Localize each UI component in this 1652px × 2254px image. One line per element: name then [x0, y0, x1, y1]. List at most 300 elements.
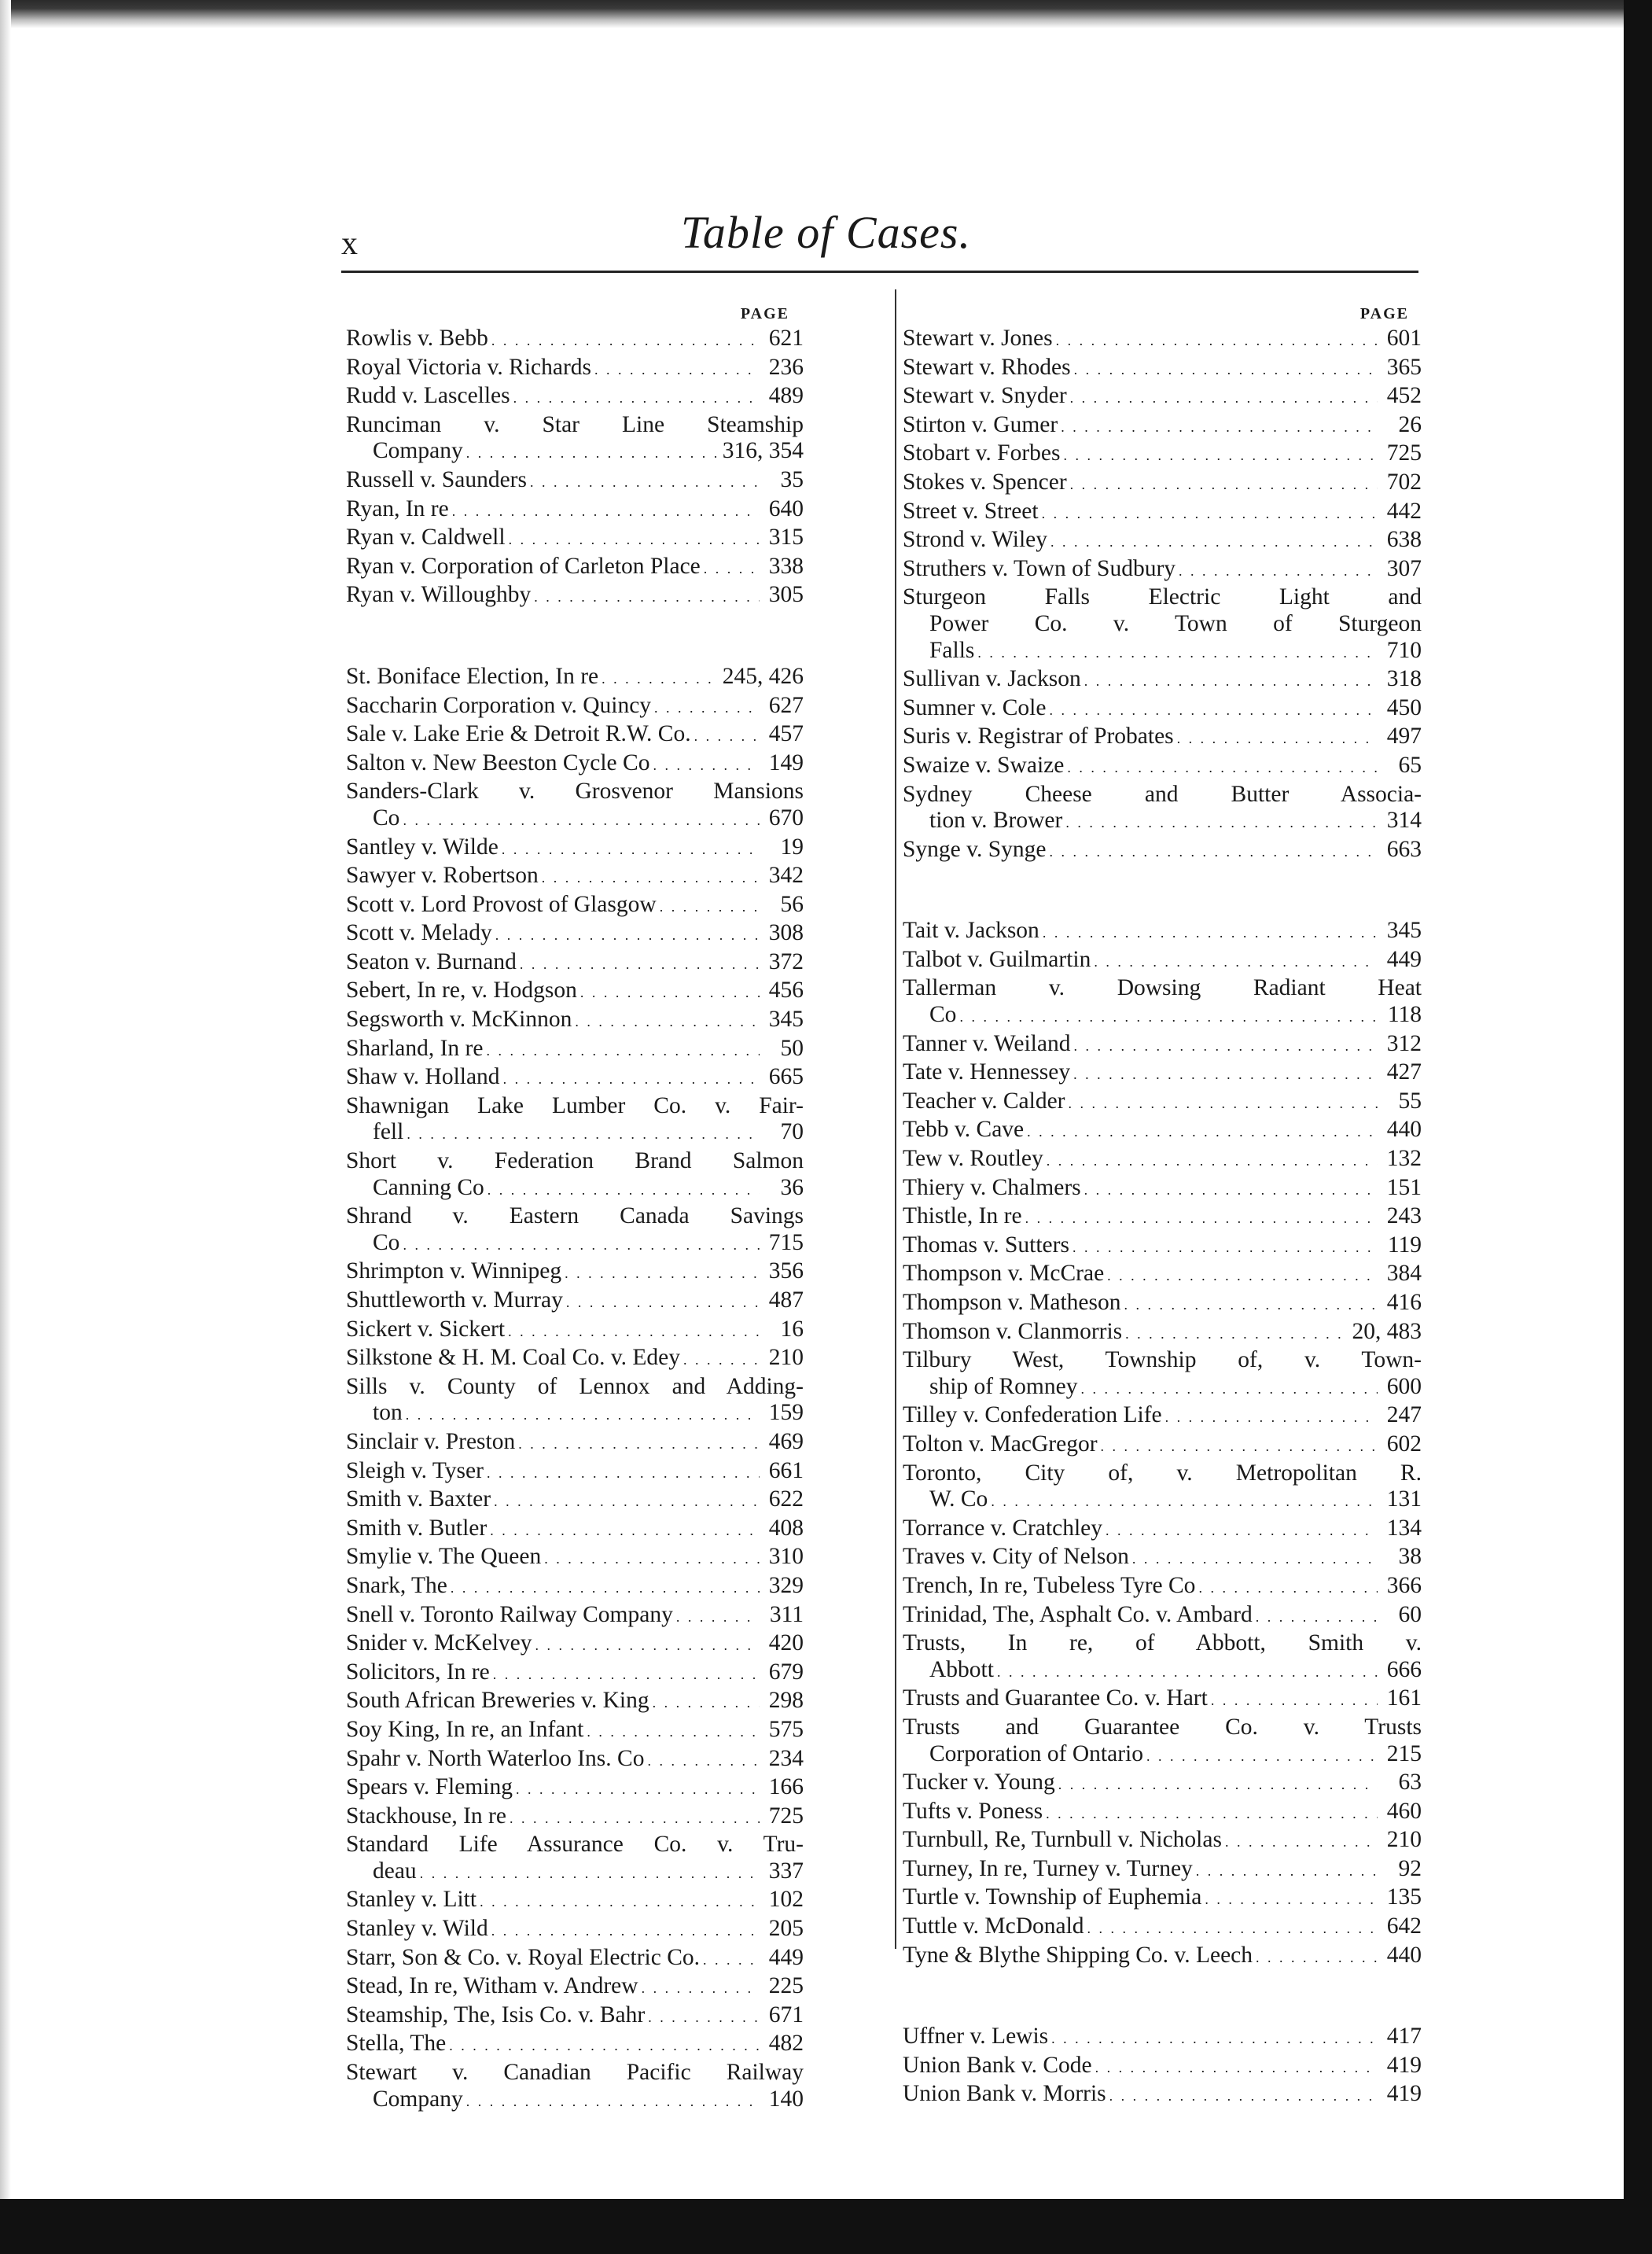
- case-name: Trench, In re, Tubeless Tyre Co: [903, 1572, 1196, 1598]
- page-number: 205: [768, 1916, 804, 1942]
- case-continuation: [346, 1119, 804, 1148]
- case-name: Snell v. Toronto Railway Company: [346, 1601, 673, 1627]
- case-entry: [346, 1573, 804, 1602]
- case-name: Sleigh v. Tyser: [346, 1457, 484, 1483]
- dot-leader: [1095, 2053, 1378, 2082]
- case-entry: [346, 750, 804, 779]
- dot-leader: [534, 582, 760, 611]
- dot-leader: [491, 1916, 760, 1945]
- case-name: Company: [373, 438, 463, 464]
- page-number: 298: [768, 1688, 804, 1714]
- right-column: [903, 302, 1422, 2110]
- case-entry: [346, 1774, 804, 1803]
- page-number: 345: [768, 1007, 804, 1033]
- case-continuation: [346, 1400, 804, 1429]
- case-name: Tait v. Jackson: [903, 918, 1039, 944]
- page-number: 245, 426: [722, 663, 804, 689]
- case-entry: [903, 782, 1422, 837]
- dot-leader: [653, 750, 760, 779]
- case-name: Stanley v. Wild: [346, 1916, 488, 1942]
- case-name: Tate v. Hennessey: [903, 1059, 1071, 1085]
- case-entry: [346, 721, 804, 750]
- page-number: 487: [768, 1287, 804, 1313]
- dot-leader: [1056, 326, 1378, 355]
- case-name: Soy King, In re, an Infant: [346, 1716, 584, 1742]
- left-page-header: PAGE: [740, 305, 789, 322]
- case-name: Tufts v. Poness: [903, 1798, 1043, 1824]
- page-number: 440: [1386, 1117, 1422, 1143]
- case-name: tion v. Brower: [929, 808, 1063, 834]
- page-number: 710: [1386, 637, 1422, 663]
- case-name: fell: [373, 1119, 404, 1145]
- dot-leader: [466, 438, 719, 467]
- page-number: 19: [780, 834, 804, 860]
- case-name-line: Trusts and Guarantee Co. v. Trusts: [903, 1714, 1422, 1740]
- case-entry: [903, 1516, 1422, 1545]
- dot-leader: [676, 1602, 760, 1631]
- case-name: Abbott: [929, 1656, 994, 1682]
- case-name: Swaize v. Swaize: [903, 752, 1065, 778]
- dot-leader: [1067, 753, 1378, 782]
- case-continuation: [903, 808, 1422, 837]
- dot-leader: [647, 1746, 760, 1775]
- case-name: Stackhouse, In re: [346, 1803, 506, 1829]
- case-name: Rudd v. Lascelles: [346, 383, 510, 409]
- page-number: 715: [768, 1229, 804, 1255]
- page-number: 679: [768, 1659, 804, 1685]
- case-entry: [903, 1319, 1422, 1348]
- case-entry: [346, 978, 804, 1007]
- dot-leader: [509, 525, 760, 554]
- page-number: 50: [780, 1035, 804, 1061]
- case-name: Shrimpton v. Winnipeg: [346, 1258, 562, 1284]
- dot-leader: [602, 664, 719, 693]
- scan-border-right: [1624, 0, 1652, 2254]
- case-entry: [903, 724, 1422, 753]
- page-number: 670: [768, 805, 804, 831]
- case-name: Tucker v. Young: [903, 1770, 1055, 1795]
- case-entry: [903, 1031, 1422, 1060]
- case-entry: [903, 1799, 1422, 1828]
- case-name-line: Shrand v. Eastern Canada Savings: [346, 1203, 804, 1229]
- page-number: 356: [768, 1258, 804, 1284]
- page-number: 627: [768, 692, 804, 718]
- dot-leader: [487, 1458, 760, 1487]
- dot-leader: [1101, 1431, 1378, 1460]
- page-number: 417: [1386, 2024, 1422, 2050]
- page-number: 329: [768, 1572, 804, 1598]
- case-name: Thistle, In re: [903, 1203, 1022, 1229]
- dot-leader: [518, 1429, 760, 1458]
- page-number: 134: [1386, 1515, 1422, 1541]
- page-number: 366: [1386, 1572, 1422, 1598]
- dot-leader: [1106, 1516, 1378, 1545]
- page-number: 60: [1398, 1601, 1422, 1627]
- case-name-line: Short v. Federation Brand Salmon: [346, 1148, 804, 1174]
- case-entry: [346, 1746, 804, 1775]
- dot-leader: [406, 1400, 760, 1429]
- case-entry: [903, 1770, 1422, 1799]
- page-number: 702: [1386, 469, 1422, 495]
- dot-leader: [654, 693, 760, 722]
- dot-leader: [480, 1887, 760, 1916]
- case-name: Street v. Street: [903, 498, 1039, 524]
- case-entry: [346, 1659, 804, 1689]
- case-name: Silkstone & H. M. Coal Co. v. Edey: [346, 1345, 681, 1371]
- case-name: Tebb v. Cave: [903, 1117, 1025, 1143]
- case-continuation: [903, 1486, 1422, 1516]
- dot-leader: [1256, 1602, 1378, 1631]
- dot-leader: [1146, 1741, 1378, 1770]
- case-entry: [346, 467, 804, 496]
- case-name: Santley v. Wilde: [346, 834, 499, 860]
- dot-leader: [530, 467, 760, 496]
- dot-leader: [653, 1688, 760, 1717]
- case-name: Snark, The: [346, 1572, 447, 1598]
- case-entry: [346, 1458, 804, 1487]
- case-name: Trusts and Guarantee Co. v. Hart: [903, 1685, 1208, 1711]
- case-name-line: Tallerman v. Dowsing Radiant Heat: [903, 975, 1422, 1001]
- page-number: 308: [768, 920, 804, 946]
- case-entry: [903, 2053, 1422, 2082]
- case-entry: [346, 693, 804, 722]
- dot-leader: [1050, 527, 1378, 556]
- case-entry: [346, 554, 804, 583]
- dot-leader: [1027, 1117, 1378, 1146]
- section-gap: [903, 865, 1422, 918]
- case-entry: [903, 1544, 1422, 1573]
- dot-leader: [1042, 499, 1378, 528]
- case-entry: [346, 1717, 804, 1746]
- case-entry: [903, 1460, 1422, 1516]
- case-name: Company: [373, 2086, 463, 2112]
- scan-border-top: [0, 0, 1652, 28]
- case-name: Solicitors, In re: [346, 1659, 490, 1685]
- case-entry: [903, 753, 1422, 782]
- case-entry: [346, 326, 804, 355]
- page-number: 63: [1398, 1770, 1422, 1795]
- dot-leader: [1063, 440, 1378, 470]
- case-entry: [346, 949, 804, 978]
- dot-leader: [544, 1544, 760, 1573]
- case-entry: [903, 837, 1422, 866]
- case-name: Ryan, In re: [346, 495, 449, 521]
- page-number: 440: [1386, 1942, 1422, 1968]
- dot-leader: [510, 1803, 760, 1832]
- dot-leader: [1070, 383, 1378, 412]
- case-name: Shaw v. Holland: [346, 1064, 500, 1090]
- case-entry: [903, 326, 1422, 355]
- case-entry: [903, 918, 1422, 947]
- case-continuation: [903, 1741, 1422, 1770]
- case-entry: [903, 1059, 1422, 1088]
- page-number: 427: [1386, 1059, 1422, 1085]
- dot-leader: [1058, 1770, 1378, 1799]
- case-name: Trinidad, The, Asphalt Co. v. Ambard: [903, 1601, 1253, 1627]
- page-number: 665: [768, 1064, 804, 1090]
- dot-leader: [1177, 724, 1378, 753]
- case-entry: [346, 1064, 804, 1093]
- dot-leader: [451, 1573, 760, 1602]
- page-number: 35: [780, 466, 804, 492]
- scan-border-bottom: [0, 2199, 1652, 2254]
- case-entry: [346, 920, 804, 949]
- case-name: Starr, Son & Co. v. Royal Electric Co.: [346, 1944, 701, 1970]
- case-name: Corporation of Ontario: [929, 1740, 1143, 1766]
- case-name: Tilley v. Confederation Life: [903, 1402, 1162, 1428]
- page-number: 236: [768, 354, 804, 380]
- page-number: 449: [768, 1944, 804, 1970]
- case-name: Stokes v. Spencer: [903, 469, 1067, 495]
- case-continuation: [346, 805, 804, 834]
- case-name: Sullivan v. Jackson: [903, 666, 1081, 692]
- dot-leader: [486, 1036, 760, 1065]
- case-entry: [903, 1261, 1422, 1290]
- case-entry: [903, 1856, 1422, 1885]
- case-name: Salton v. New Beeston Cycle Co: [346, 749, 650, 775]
- dot-leader: [694, 721, 760, 750]
- case-entry: [346, 355, 804, 384]
- case-continuation: [903, 1374, 1422, 1403]
- dot-leader: [1124, 1290, 1378, 1319]
- case-entry: [346, 1345, 804, 1374]
- page-number: 55: [1398, 1088, 1422, 1114]
- case-entry: [903, 1630, 1422, 1685]
- case-name: Co: [373, 805, 400, 831]
- case-name: Thompson v. Matheson: [903, 1290, 1121, 1315]
- page-number: 602: [1386, 1431, 1422, 1457]
- case-entry: [903, 527, 1422, 556]
- page-number: 372: [768, 948, 804, 974]
- dot-leader: [1065, 808, 1378, 837]
- case-name-line: Standard Life Assurance Co. v. Tru-: [346, 1832, 804, 1858]
- dot-leader: [566, 1287, 760, 1317]
- case-name: Union Bank v. Morris: [903, 2081, 1106, 2107]
- page-number: 132: [1386, 1146, 1422, 1172]
- page-number: 118: [1387, 1002, 1422, 1028]
- case-name: Saccharin Corporation v. Quincy: [346, 692, 652, 718]
- case-entry: [903, 1290, 1422, 1319]
- page-number: 482: [768, 2031, 804, 2057]
- case-entry: [903, 412, 1422, 441]
- left-column: [346, 302, 804, 2115]
- dot-leader: [1179, 556, 1378, 585]
- dot-leader: [1094, 947, 1378, 976]
- case-continuation: [903, 1657, 1422, 1686]
- page-number: 159: [768, 1400, 804, 1426]
- case-name: Torrance v. Cratchley: [903, 1515, 1103, 1541]
- header-rule: [341, 271, 1418, 273]
- case-entry: [903, 666, 1422, 695]
- case-entry: [346, 1317, 804, 1346]
- dot-leader: [1049, 695, 1378, 724]
- dot-leader: [1073, 1059, 1378, 1088]
- case-name-line: Trusts, In re, of Abbott, Smith v.: [903, 1630, 1422, 1656]
- page-number: 92: [1398, 1855, 1422, 1881]
- case-name: Scott v. Lord Provost of Glasgow: [346, 891, 657, 917]
- case-entry: [346, 834, 804, 864]
- case-entry: [903, 440, 1422, 470]
- case-name: Tuttle v. McDonald: [903, 1913, 1084, 1939]
- case-entry: [903, 695, 1422, 724]
- page-number: 640: [768, 495, 804, 521]
- page-number: 310: [768, 1544, 804, 1570]
- case-name: Segsworth v. McKinnon: [346, 1007, 572, 1033]
- case-continuation: [346, 438, 804, 467]
- dot-leader: [1070, 470, 1378, 499]
- dot-leader: [660, 892, 760, 921]
- case-name: Stewart v. Jones: [903, 326, 1053, 351]
- dot-leader: [959, 1002, 1378, 1031]
- case-name: Shuttleworth v. Murray: [346, 1287, 563, 1313]
- case-name: Sale v. Lake Erie & Detroit R.W. Co.: [346, 721, 691, 747]
- section-gap: [903, 1971, 1422, 2024]
- page-number: 450: [1386, 694, 1422, 720]
- dot-leader: [580, 978, 760, 1007]
- case-entry: [903, 1117, 1422, 1146]
- case-entry: [346, 1007, 804, 1036]
- dot-leader: [403, 805, 760, 834]
- case-name: deau: [373, 1858, 417, 1884]
- case-entry: [346, 496, 804, 525]
- page-number: 456: [768, 978, 804, 1004]
- case-entry: [346, 1516, 804, 1545]
- case-name: Sinclair v. Preston: [346, 1428, 516, 1454]
- case-name: Smylie v. The Queen: [346, 1544, 542, 1570]
- dot-leader: [1047, 1146, 1378, 1175]
- section-gap: [346, 611, 804, 664]
- case-entry: [346, 1544, 804, 1573]
- case-entry: [346, 1630, 804, 1659]
- page-number: 314: [1386, 808, 1422, 834]
- page-number: 102: [768, 1887, 804, 1913]
- dot-leader: [513, 383, 760, 412]
- page-number: 601: [1386, 326, 1422, 351]
- case-entry: [346, 1688, 804, 1717]
- case-entry: [346, 383, 804, 412]
- dot-leader: [491, 326, 760, 355]
- case-name: Talbot v. Guilmartin: [903, 946, 1091, 972]
- page-number: 305: [768, 582, 804, 608]
- case-entry: [346, 1916, 804, 1945]
- case-entry: [903, 1685, 1422, 1714]
- case-name: Co: [373, 1229, 400, 1255]
- dot-leader: [542, 863, 760, 892]
- case-name: Scott v. Melady: [346, 920, 492, 946]
- page-number: 345: [1386, 918, 1422, 944]
- page-number: 416: [1386, 1290, 1422, 1315]
- case-entry: [903, 2081, 1422, 2110]
- case-name: Struthers v. Town of Sudbury: [903, 555, 1176, 581]
- case-name: Thomson v. Clanmorris: [903, 1318, 1123, 1344]
- case-continuation: [346, 1230, 804, 1259]
- page-title: Table of Cases.: [681, 207, 971, 258]
- case-name-line: Tilbury West, Township of, v. Town-: [903, 1347, 1422, 1373]
- case-entry: [903, 1347, 1422, 1402]
- case-entry: [903, 499, 1422, 528]
- case-entry: [903, 1402, 1422, 1431]
- case-name: South African Breweries v. King: [346, 1688, 649, 1714]
- page-number: 384: [1386, 1261, 1422, 1287]
- page-number: 307: [1386, 555, 1422, 581]
- page-number: 316, 354: [722, 438, 804, 464]
- page-number: 70: [780, 1119, 804, 1145]
- page-number: 16: [780, 1316, 804, 1342]
- case-entry: [903, 2024, 1422, 2053]
- case-name: Royal Victoria v. Richards: [346, 354, 592, 380]
- case-entry: [903, 1088, 1422, 1118]
- case-name: Turtle v. Township of Euphemia: [903, 1884, 1202, 1910]
- case-name-line: Power Co. v. Town of Sturgeon: [929, 610, 1422, 636]
- case-name: W. Co: [929, 1486, 988, 1512]
- page-number: 210: [1386, 1827, 1422, 1853]
- case-entry: [346, 1973, 804, 2002]
- case-name: Thompson v. McCrae: [903, 1261, 1105, 1287]
- case-entry: [903, 470, 1422, 499]
- page-number: 119: [1387, 1232, 1422, 1258]
- case-name: Tyne & Blythe Shipping Co. v. Leech: [903, 1942, 1253, 1968]
- dot-leader: [1025, 1203, 1378, 1232]
- page-number: 234: [768, 1745, 804, 1771]
- case-name-line: Toronto, City of, v. Metropolitan R.: [903, 1460, 1422, 1486]
- page-number: 225: [768, 1973, 804, 1999]
- dot-leader: [565, 1258, 760, 1287]
- page-number: 469: [768, 1428, 804, 1454]
- dot-leader: [503, 1064, 760, 1093]
- page-number: 489: [768, 383, 804, 409]
- case-entry: [346, 2031, 804, 2060]
- page-number: 243: [1386, 1203, 1422, 1229]
- case-entry: [346, 525, 804, 554]
- case-continuation: [903, 1002, 1422, 1031]
- case-name-line: Runciman v. Star Line Steamship: [346, 411, 804, 437]
- dot-leader: [1049, 837, 1378, 866]
- dot-leader: [1225, 1827, 1378, 1856]
- page-number: 449: [1386, 946, 1422, 972]
- case-entry: [346, 582, 804, 611]
- page-number: 460: [1386, 1798, 1422, 1824]
- case-entry: [903, 1232, 1422, 1261]
- page-number: 131: [1386, 1486, 1422, 1512]
- dot-leader: [449, 2031, 760, 2060]
- case-entry: [346, 664, 804, 693]
- case-entry: [903, 355, 1422, 384]
- page-number: 56: [780, 891, 804, 917]
- page-number: 600: [1386, 1373, 1422, 1399]
- case-name: ship of Romney: [929, 1373, 1078, 1399]
- case-entry: [346, 892, 804, 921]
- case-entry: [903, 584, 1422, 666]
- case-name-line: Shawnigan Lake Lumber Co. v. Fair-: [346, 1092, 804, 1118]
- dot-leader: [1125, 1319, 1348, 1348]
- dot-leader: [1205, 1884, 1378, 1913]
- case-entry: [903, 1203, 1422, 1232]
- case-entry: [903, 1602, 1422, 1631]
- page-number: 65: [1398, 752, 1422, 778]
- case-name: Stead, In re, Witham v. Andrew: [346, 1973, 638, 1999]
- page-number: 661: [768, 1457, 804, 1483]
- case-name: Sumner v. Cole: [903, 694, 1047, 720]
- case-name: Stewart v. Snyder: [903, 383, 1067, 409]
- case-name: Spahr v. North Waterloo Ins. Co: [346, 1745, 645, 1771]
- dot-leader: [520, 949, 760, 978]
- case-entry: [346, 1203, 804, 1258]
- page-number: 419: [1386, 2052, 1422, 2078]
- dot-leader: [1046, 1799, 1378, 1828]
- case-name: Smith v. Baxter: [346, 1486, 491, 1512]
- case-name: Co: [929, 1002, 957, 1028]
- dot-leader: [493, 1659, 760, 1689]
